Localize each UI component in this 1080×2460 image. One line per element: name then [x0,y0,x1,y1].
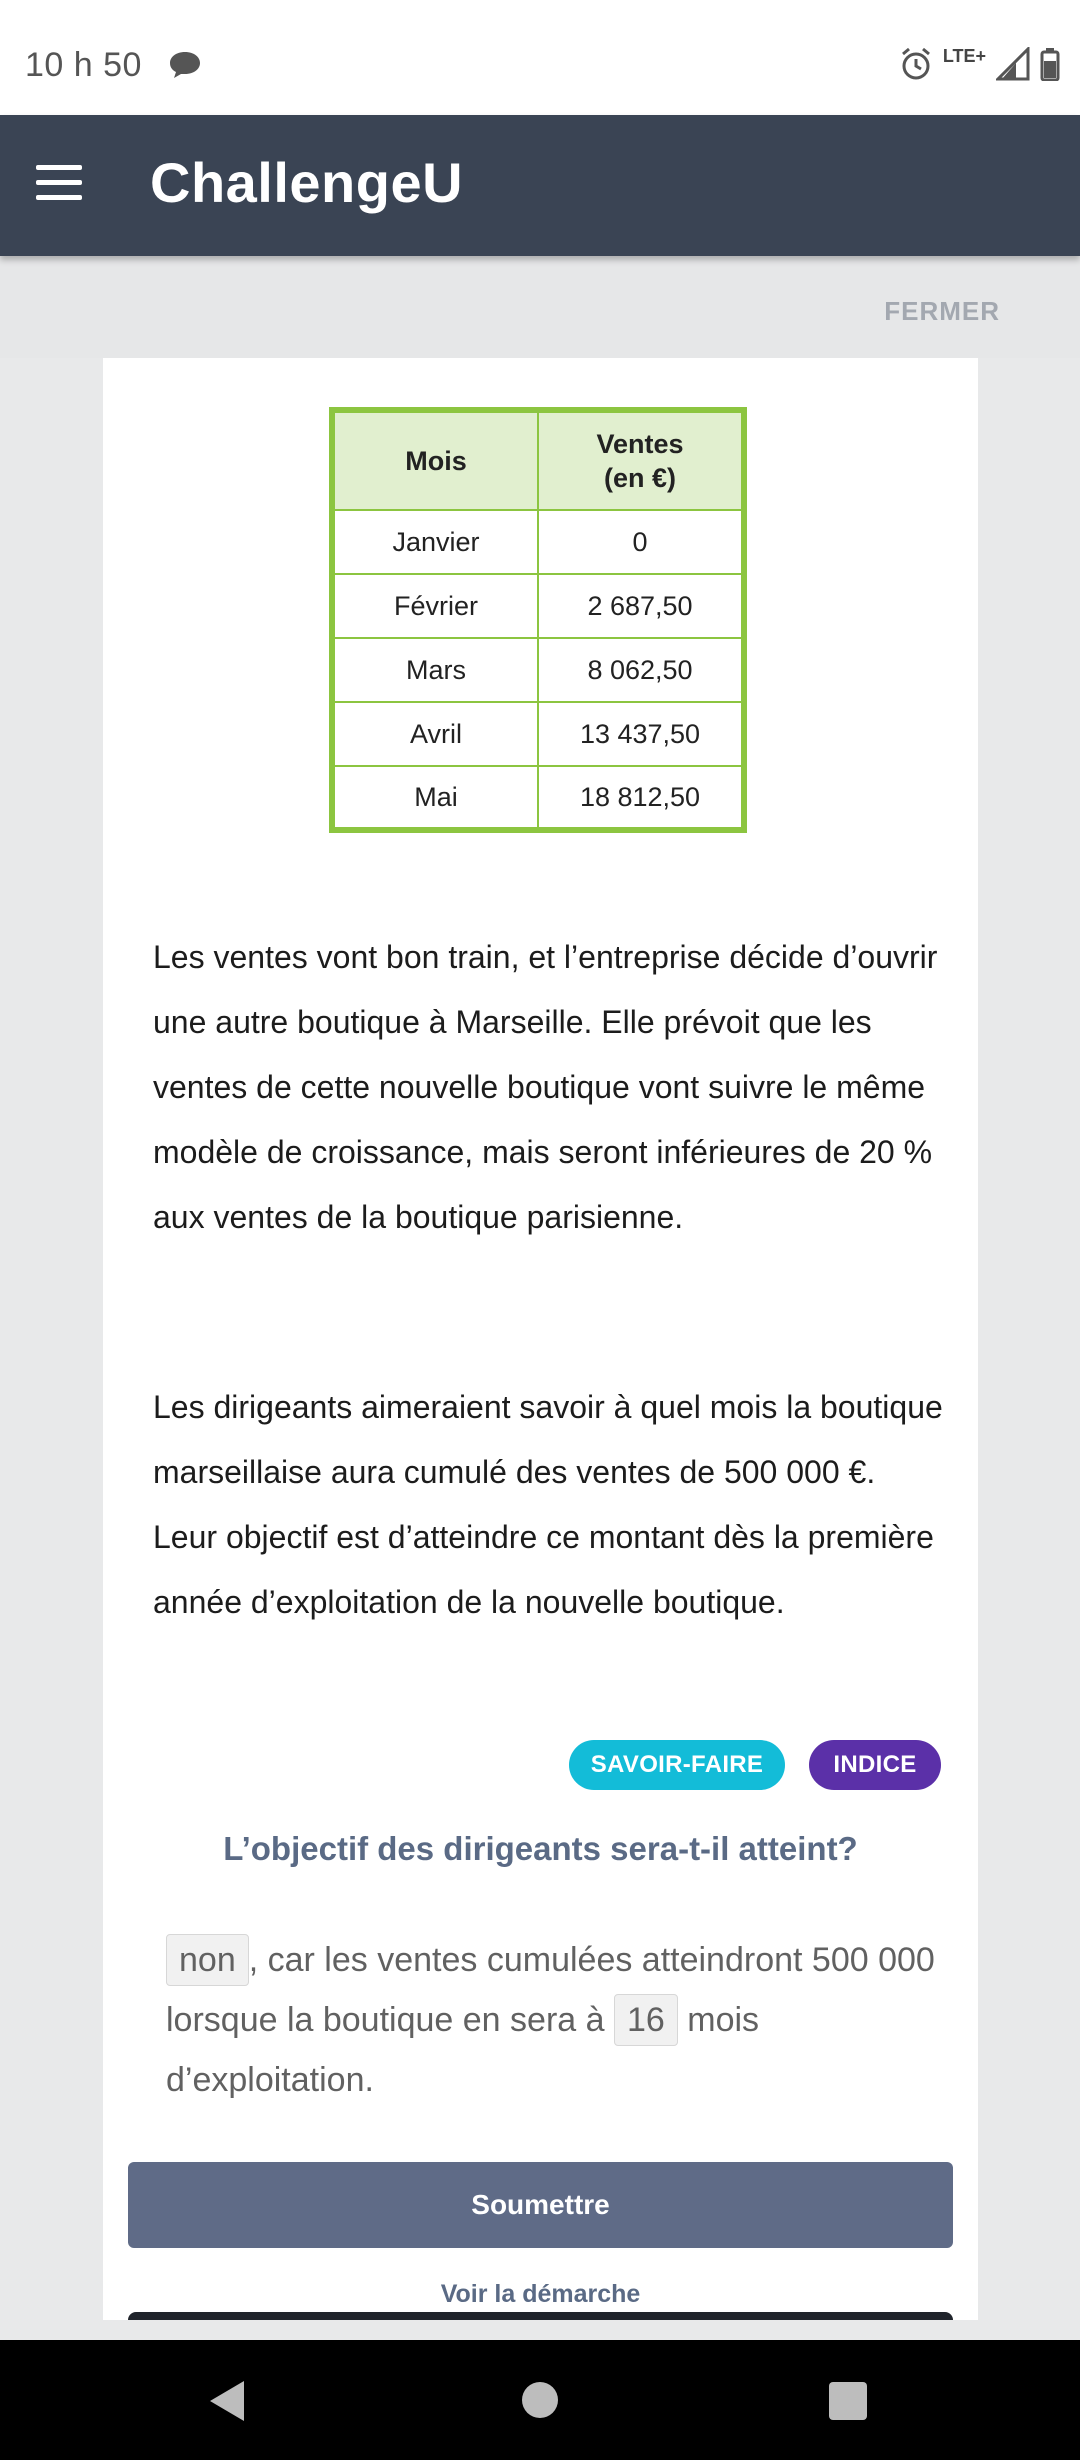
problem-paragraph-1: Les ventes vont bon train, et l’entreprise décide d’ouvrir une autre boutique à Marseille. Elle prévoit que les ventes de cette nouvelle boutique vont suivre le même modèle de croissance, mais seront inférieures de 20 % aux ventes de la boutique parisienne. [153,939,938,1235]
table-row [332,574,744,638]
sales-table [329,407,747,833]
battery-icon [1040,47,1060,81]
indice-button[interactable]: INDICE [809,1740,941,1790]
table-cell-sales: 8 062,50 [538,638,744,702]
table-cell-month: Mai [332,766,538,830]
table-row [332,702,744,766]
signal-icon [996,47,1030,81]
table-header-sales: Ventes (en €) [538,410,744,510]
savoir-faire-button[interactable]: SAVOIR-FAIRE [569,1740,785,1790]
next-section-edge [128,2312,953,2320]
system-nav-bar [0,2340,1080,2460]
answer-blank-2[interactable]: 16 [614,1994,678,2046]
table-cell-sales: 13 437,50 [538,702,744,766]
table-header-month: Mois [332,410,538,510]
table-header-row [332,410,744,510]
menu-icon[interactable] [36,165,84,205]
content-card [103,340,978,2320]
problem-paragraph-2: Les dirigeants aimeraient savoir à quel mois la boutique marseillaise aura cumulé des ventes de 500 000 €. Leur objectif est d’atteindre ce montant dès la première année d’exploitation de la nouvelle boutique. [153,1389,943,1620]
table-cell-month: Mars [332,638,538,702]
status-time: 10 h 50 [25,46,142,84]
answer-sentence [166,1930,936,2110]
app-bar [0,115,1080,256]
table-cell-month: Février [332,574,538,638]
table-cell-month: Avril [332,702,538,766]
answer-text-1: , car les ventes cumulées atteindront 500 000 lorsque la boutique en sera à [166,1941,935,2039]
submit-button[interactable]: Soumettre [128,2162,953,2248]
network-type: LTE+ [942,45,986,66]
close-bar [0,256,1080,358]
app-title: ChallengeU [150,151,464,214]
back-icon[interactable] [210,2381,244,2421]
status-icons [899,44,1060,84]
table-cell-sales: 2 687,50 [538,574,744,638]
alarm-icon [899,46,933,82]
answer-blank-1[interactable]: non [166,1934,249,1986]
table-row [332,510,744,574]
answer-text-2: mois d’exploitation. [166,2001,760,2099]
recent-apps-icon[interactable] [829,2382,867,2420]
table-cell-month: Janvier [332,510,538,574]
table-cell-sales: 18 812,50 [538,766,744,830]
table-cell-sales: 0 [538,510,744,574]
view-steps-link[interactable]: Voir la démarche [440,2280,641,2308]
table-row [332,766,744,830]
question-title: L’objectif des dirigeants sera-t-il atteint? [223,1830,858,1867]
status-bar [0,0,1080,115]
message-icon [168,50,202,80]
table-row [332,638,744,702]
home-icon[interactable] [522,2382,558,2418]
close-button[interactable]: FERMER [884,296,1000,326]
